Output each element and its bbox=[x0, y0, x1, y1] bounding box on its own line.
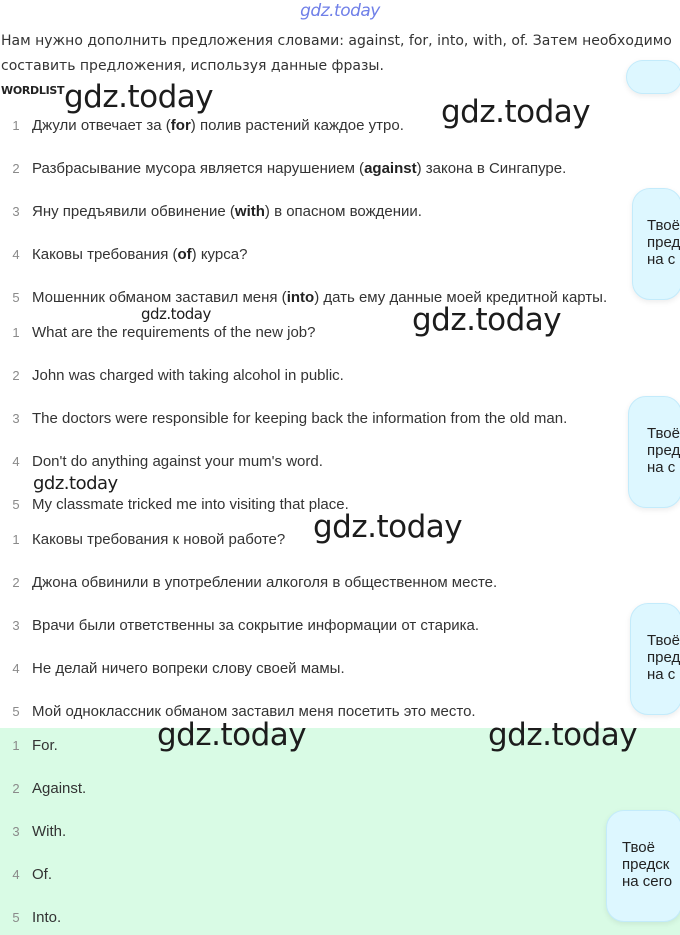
english-sentence bbox=[0, 452, 680, 472]
english-sentence bbox=[0, 366, 680, 386]
item-text: Яну предъявили обвинение (with) в опасном вождении. bbox=[32, 203, 422, 220]
item-number: 5 bbox=[12, 497, 20, 512]
english-sentence bbox=[0, 409, 680, 429]
sentence-text: My classmate tricked me into visiting that place. bbox=[32, 496, 349, 513]
promo-text: Твоё пред на с bbox=[647, 425, 680, 476]
answer-text: Into. bbox=[32, 909, 62, 926]
watermark: gdz.today bbox=[313, 509, 463, 545]
item-number: 3 bbox=[12, 824, 20, 839]
item-number: 5 bbox=[12, 910, 20, 925]
watermark: gdz.today bbox=[412, 302, 562, 338]
item-text: Каковы требования (of) курса? bbox=[32, 246, 248, 263]
answer-item bbox=[0, 779, 680, 799]
item-number: 4 bbox=[12, 247, 20, 262]
translation-text: Врачи были ответственны за сокрытие информации от старика. bbox=[32, 617, 480, 634]
promo-bubble[interactable] bbox=[606, 810, 680, 922]
answer-item bbox=[0, 822, 680, 842]
item-number: 5 bbox=[12, 290, 20, 305]
item-number: 2 bbox=[12, 368, 20, 383]
watermark: gdz.today bbox=[441, 94, 591, 130]
sentence-text: John was charged with taking alcohol in public. bbox=[32, 367, 344, 384]
english-sentence bbox=[0, 323, 680, 343]
answer-item bbox=[0, 908, 680, 928]
promo-bubble[interactable] bbox=[630, 603, 680, 715]
top-watermark: gdz.today bbox=[300, 1, 380, 21]
sentence-text: What are the requirements of the new job? bbox=[32, 324, 316, 341]
answer-text: With. bbox=[32, 823, 67, 840]
item-number: 2 bbox=[12, 781, 20, 796]
item-number: 1 bbox=[12, 738, 20, 753]
promo-bubble[interactable] bbox=[632, 188, 680, 300]
item-number: 3 bbox=[12, 204, 20, 219]
sentence-text: The doctors were responsible for keeping back the information from the old man. bbox=[32, 410, 568, 427]
item-number: 3 bbox=[12, 411, 20, 426]
item-number: 4 bbox=[12, 867, 20, 882]
item-number: 4 bbox=[12, 661, 20, 676]
answer-text: For. bbox=[32, 737, 58, 754]
watermark: gdz.today bbox=[488, 717, 638, 753]
answer-item bbox=[0, 865, 680, 885]
russian-translation bbox=[0, 573, 680, 593]
item-number: 1 bbox=[12, 325, 20, 340]
inserted-word: of bbox=[177, 246, 192, 263]
watermark: gdz.today bbox=[64, 79, 214, 115]
item-number: 2 bbox=[12, 575, 20, 590]
answer-text: Of. bbox=[32, 866, 53, 883]
item-number: 1 bbox=[12, 118, 20, 133]
item-number: 5 bbox=[12, 704, 20, 719]
wordlist-item bbox=[0, 245, 680, 265]
item-text: Разбрасывание мусора является нарушением (against) закона в Сингапуре. bbox=[32, 160, 567, 177]
promo-text: Твоё пред на с bbox=[647, 217, 680, 268]
item-number: 3 bbox=[12, 618, 20, 633]
promo-text: Твоё предск на сего bbox=[622, 839, 673, 890]
translation-text: Каковы требования к новой работе? bbox=[32, 531, 286, 548]
item-number: 4 bbox=[12, 454, 20, 469]
item-number: 2 bbox=[12, 161, 20, 176]
wordlist-title: WORDLIST bbox=[1, 84, 65, 97]
inserted-word: for bbox=[170, 117, 191, 134]
sentence-text: Don't do anything against your mum's word. bbox=[32, 453, 323, 470]
item-text: Джули отвечает за (for) полив растений каждое утро. bbox=[32, 117, 404, 134]
translation-text: Джона обвинили в употреблении алкоголя в общественном месте. bbox=[32, 574, 498, 591]
item-number: 1 bbox=[12, 532, 20, 547]
wordlist-item bbox=[0, 159, 680, 179]
russian-translation bbox=[0, 659, 680, 679]
wordlist-item bbox=[0, 202, 680, 222]
answer-text: Against. bbox=[32, 780, 87, 797]
wordlist-item bbox=[0, 288, 680, 308]
inserted-word: into bbox=[286, 289, 315, 306]
inserted-word: with bbox=[234, 203, 265, 220]
promo-bubble[interactable] bbox=[626, 60, 680, 94]
watermark: gdz.today bbox=[141, 305, 211, 323]
watermark: gdz.today bbox=[33, 473, 118, 494]
inserted-word: against bbox=[364, 160, 417, 177]
item-text: Мошенник обманом заставил меня (into) дать ему данные моей кредитной карты. bbox=[32, 289, 608, 306]
promo-bubble[interactable] bbox=[628, 396, 680, 508]
russian-translation bbox=[0, 616, 680, 636]
translation-text: Мой одноклассник обманом заставил меня посетить это место. bbox=[32, 703, 476, 720]
translation-text: Не делай ничего вопреки слову своей мамы. bbox=[32, 660, 345, 677]
task-instruction: Нам нужно дополнить предложения словами: against, for, into, with, of. Затем необходимо составить предложения, используя данные фразы. bbox=[1, 33, 672, 74]
promo-text: Твоё пред на с bbox=[647, 632, 680, 683]
watermark: gdz.today bbox=[157, 717, 307, 753]
